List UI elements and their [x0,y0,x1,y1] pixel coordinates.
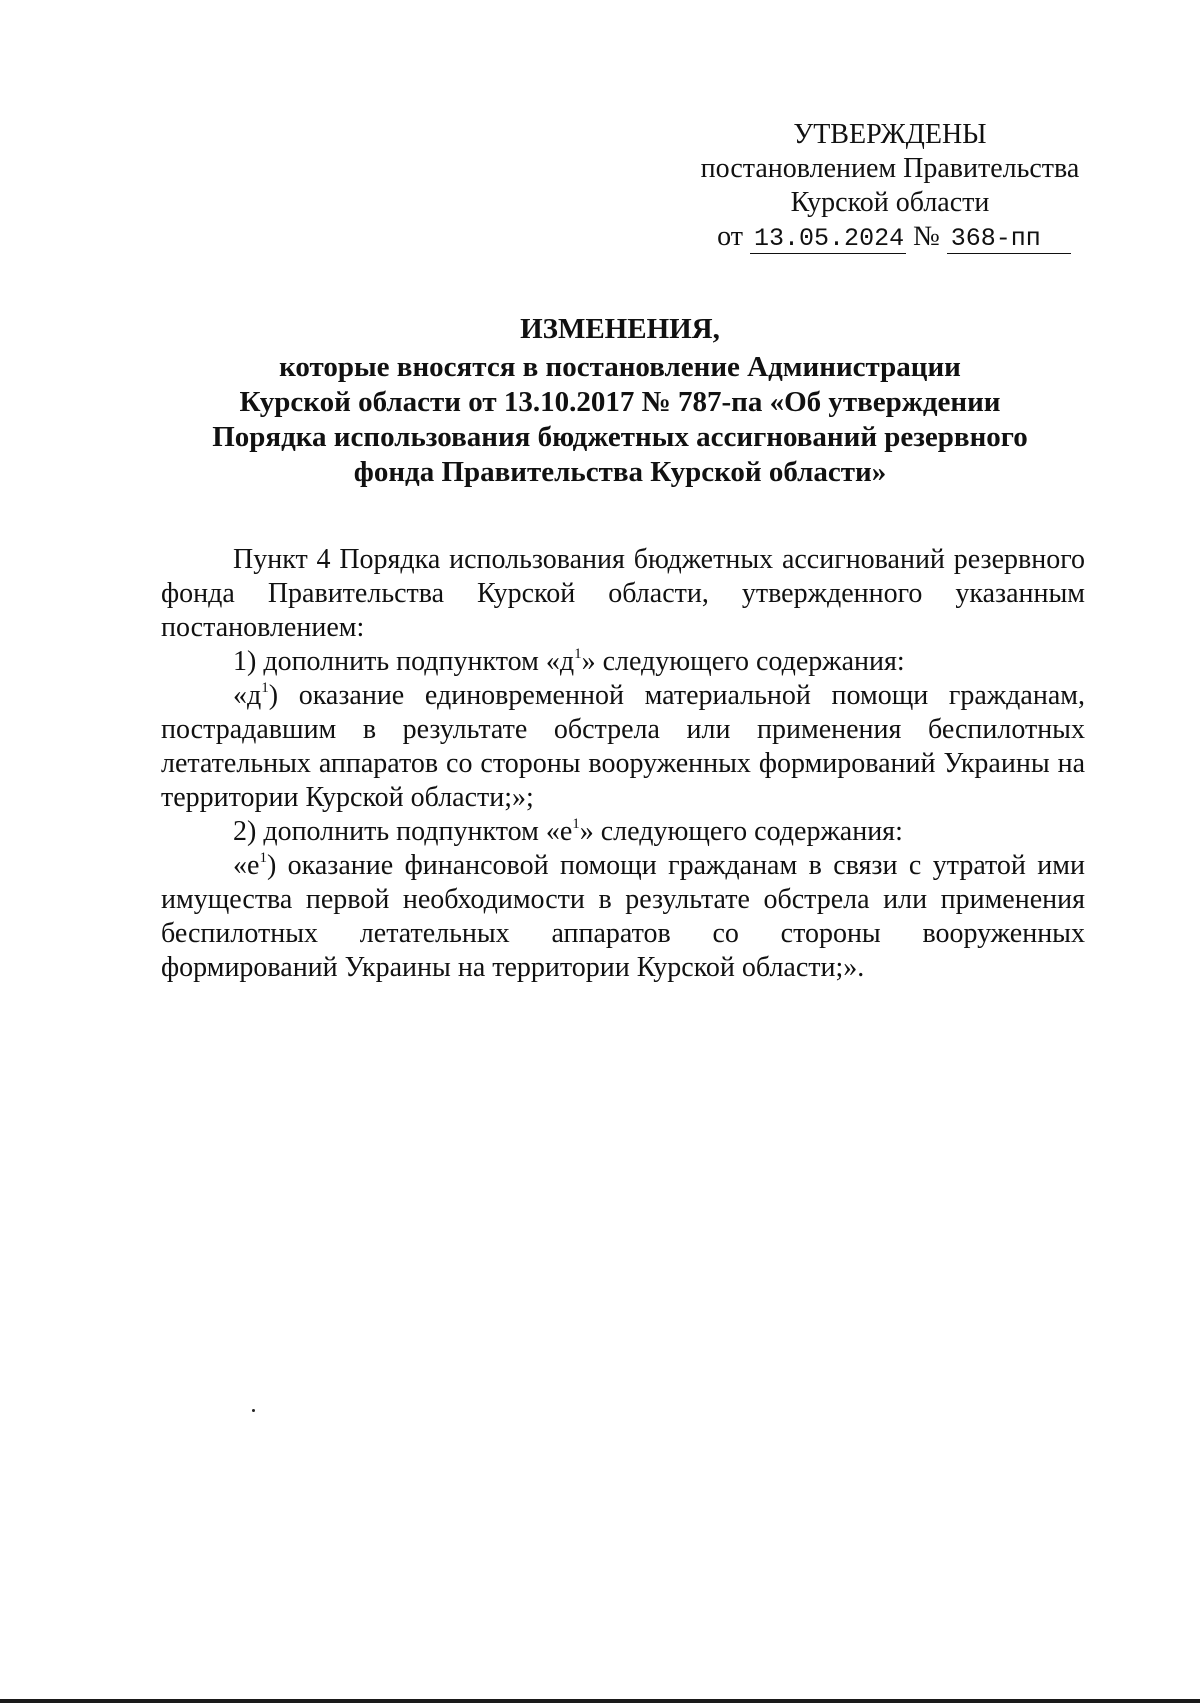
item-2-superscript: 1 [572,816,580,832]
scan-speck [252,1409,255,1412]
title-line-1: которые вносятся в постановление Администрации [279,351,961,383]
approval-region: Курской области [790,187,990,218]
approval-date: 13.05.2024 [750,224,906,254]
title-heading: ИЗМЕНЕНИЯ, [520,313,720,345]
item-1-paragraph [161,645,1085,679]
number-label: № [913,221,940,252]
title-line-4: фонда Правительства Курской области» [353,456,887,488]
quote-2-superscript: 1 [259,850,267,866]
quote-1-open: «д [233,680,262,711]
quote-1-superscript: 1 [261,680,269,696]
item-2-text: 2) дополнить подпунктом «е [233,816,573,847]
approval-authority: постановлением Правительства [700,153,1080,184]
approval-heading: УТВЕРЖДЕНЫ [793,119,987,150]
item-1-text: 1) дополнить подпунктом «д [233,646,575,677]
quote-2-text: ) оказание финансовой помощи гражданам в связи с утратой ими имущества первой необходимости в результате обстрела или применения беспилотных летательных аппаратов со стороны вооруженных формирований Украины на территории Курской области;». [161,850,1085,983]
approval-stamp [680,118,1100,256]
intro-paragraph: Пункт 4 Порядка использования бюджетных ассигнований резервного фонда Правительства Курской области, утвержденного указанным постановлением: [161,544,1085,643]
quote-1-paragraph [161,679,1085,815]
document-body [161,543,1085,985]
item-1-tail: » следующего содержания: [581,646,905,677]
quote-2-open: «е [233,850,260,881]
quote-1-text: ) оказание единовременной материальной помощи гражданам, пострадавшим в результате обстрела или применения беспилотных летательных аппаратов со стороны вооруженных формирований Украины на территории Курской области;»; [161,680,1085,813]
quote-2-paragraph [161,849,1085,985]
scan-bottom-edge [0,1699,1200,1703]
item-2-paragraph [161,815,1085,849]
document-title [120,312,1120,490]
date-prefix: от [717,221,744,252]
item-1-superscript: 1 [574,646,582,662]
item-2-tail: » следующего содержания: [579,816,903,847]
title-line-3: Порядка использования бюджетных ассигнований резервного [212,421,1028,453]
approval-number: 368-пп [947,224,1071,254]
title-line-2: Курской области от 13.10.2017 № 787-па «Об утверждении [239,386,1001,418]
approval-date-line [688,220,1100,256]
